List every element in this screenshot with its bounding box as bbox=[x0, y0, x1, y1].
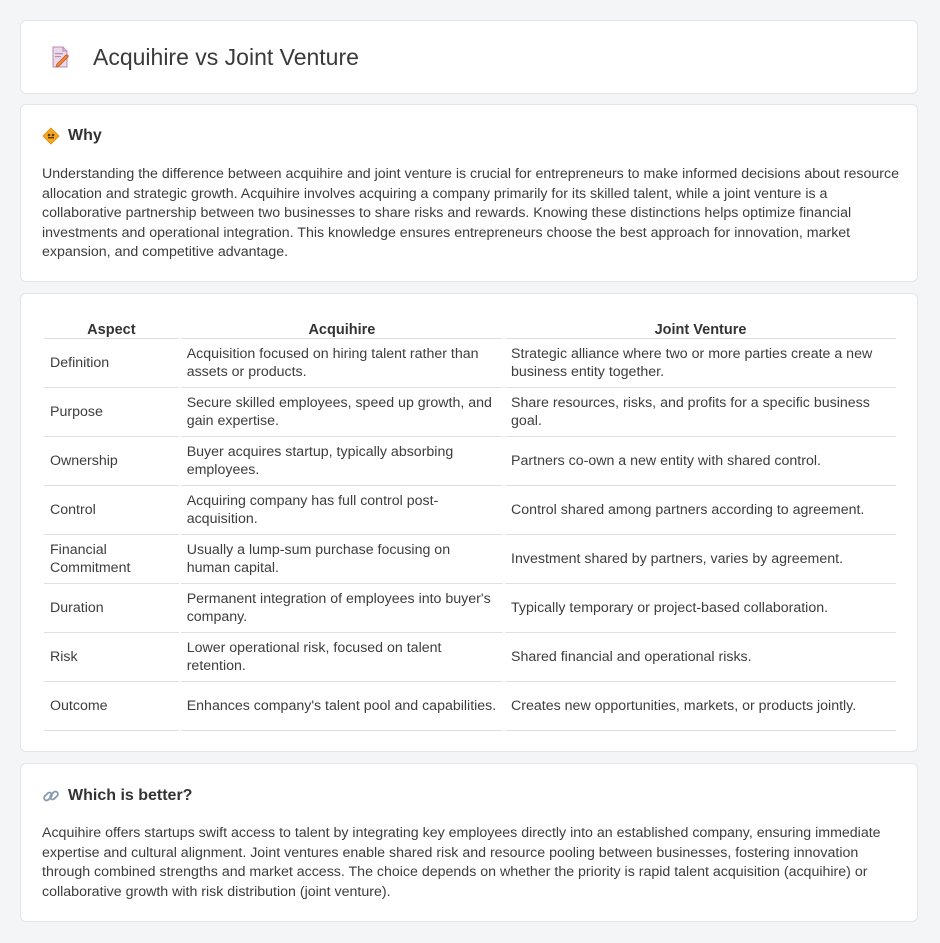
title-card bbox=[20, 20, 918, 94]
why-heading-row bbox=[42, 127, 102, 145]
joint-venture-cell: Typically temporary or project-based collaboration. bbox=[505, 584, 896, 633]
acquihire-cell: Enhances company's talent pool and capabilities. bbox=[181, 682, 503, 731]
acquihire-cell: Lower operational risk, focused on talent retention. bbox=[181, 633, 503, 682]
aspect-cell: Ownership bbox=[44, 437, 179, 486]
table-row bbox=[44, 486, 896, 535]
aspect-cell: Risk bbox=[44, 633, 179, 682]
document-pencil-icon bbox=[47, 44, 73, 70]
why-card bbox=[20, 104, 918, 282]
column-header-aspect: Aspect bbox=[44, 316, 179, 339]
why-text: Understanding the difference between acquihire and joint venture is crucial for entrepreneurs to make informed decisions about resource allocation and strategic growth. Acquihire involves acquiring a company primarily for its skilled talent, while a joint venture is a collaborative partnership between two businesses to share risks and rewards. Knowing these distinctions helps optimize financial investments and operational integration. This knowledge ensures entrepreneurs choose the best approach for innovation, market expansion, and competitive advantage. bbox=[42, 166, 899, 261]
joint-venture-cell: Control shared among partners according to agreement. bbox=[505, 486, 896, 535]
joint-venture-cell: Investment shared by partners, varies by agreement. bbox=[505, 535, 896, 584]
page-title: Acquihire vs Joint Venture bbox=[93, 43, 359, 70]
column-header-joint-venture: Joint Venture bbox=[505, 316, 896, 339]
why-heading: Why bbox=[68, 127, 102, 144]
acquihire-cell: Permanent integration of employees into buyer's company. bbox=[181, 584, 503, 633]
table-row bbox=[44, 584, 896, 633]
aspect-cell: Control bbox=[44, 486, 179, 535]
table-header-row bbox=[44, 316, 896, 339]
joint-venture-cell: Share resources, risks, and profits for a specific business goal. bbox=[505, 388, 896, 437]
table-row bbox=[44, 535, 896, 584]
acquihire-cell: Buyer acquires startup, typically absorbing employees. bbox=[181, 437, 503, 486]
comparison-card bbox=[20, 293, 918, 752]
table-row bbox=[44, 633, 896, 682]
better-heading-row bbox=[42, 787, 192, 805]
aspect-cell: Duration bbox=[44, 584, 179, 633]
which-better-card bbox=[20, 763, 918, 922]
joint-venture-cell: Strategic alliance where two or more parties create a new business entity together. bbox=[505, 339, 896, 388]
acquihire-cell: Usually a lump-sum purchase focusing on human capital. bbox=[181, 535, 503, 584]
aspect-cell: Definition bbox=[44, 339, 179, 388]
joint-venture-cell: Creates new opportunities, markets, or products jointly. bbox=[505, 682, 896, 731]
aspect-cell: Purpose bbox=[44, 388, 179, 437]
diamond-sign-icon bbox=[42, 127, 60, 145]
table-row bbox=[44, 437, 896, 486]
acquihire-cell: Acquiring company has full control post-acquisition. bbox=[181, 486, 503, 535]
acquihire-cell: Acquisition focused on hiring talent rather than assets or products. bbox=[181, 339, 503, 388]
better-heading: Which is better? bbox=[68, 787, 193, 804]
joint-venture-cell: Shared financial and operational risks. bbox=[505, 633, 896, 682]
table-row bbox=[44, 388, 896, 437]
link-icon bbox=[42, 787, 60, 805]
table-row bbox=[44, 339, 896, 388]
title-row bbox=[21, 21, 917, 93]
joint-venture-cell: Partners co-own a new entity with shared control. bbox=[505, 437, 896, 486]
better-text: Acquihire offers startups swift access to talent by integrating key employees directly into an established company, ensuring immediate expertise and cultural alignment. Joint ventures enable shared risk and resource pooling between businesses, fostering innovation through combined strengths and market access. The choice depends on whether the priority is rapid talent acquisition (acquihire) or collaborative growth with risk distribution (joint venture). bbox=[42, 825, 881, 900]
acquihire-cell: Secure skilled employees, speed up growth, and gain expertise. bbox=[181, 388, 503, 437]
aspect-cell: Financial Commitment bbox=[44, 535, 179, 584]
comparison-table bbox=[42, 316, 898, 731]
table-row bbox=[44, 682, 896, 731]
column-header-acquihire: Acquihire bbox=[181, 316, 503, 339]
aspect-cell: Outcome bbox=[44, 682, 179, 731]
